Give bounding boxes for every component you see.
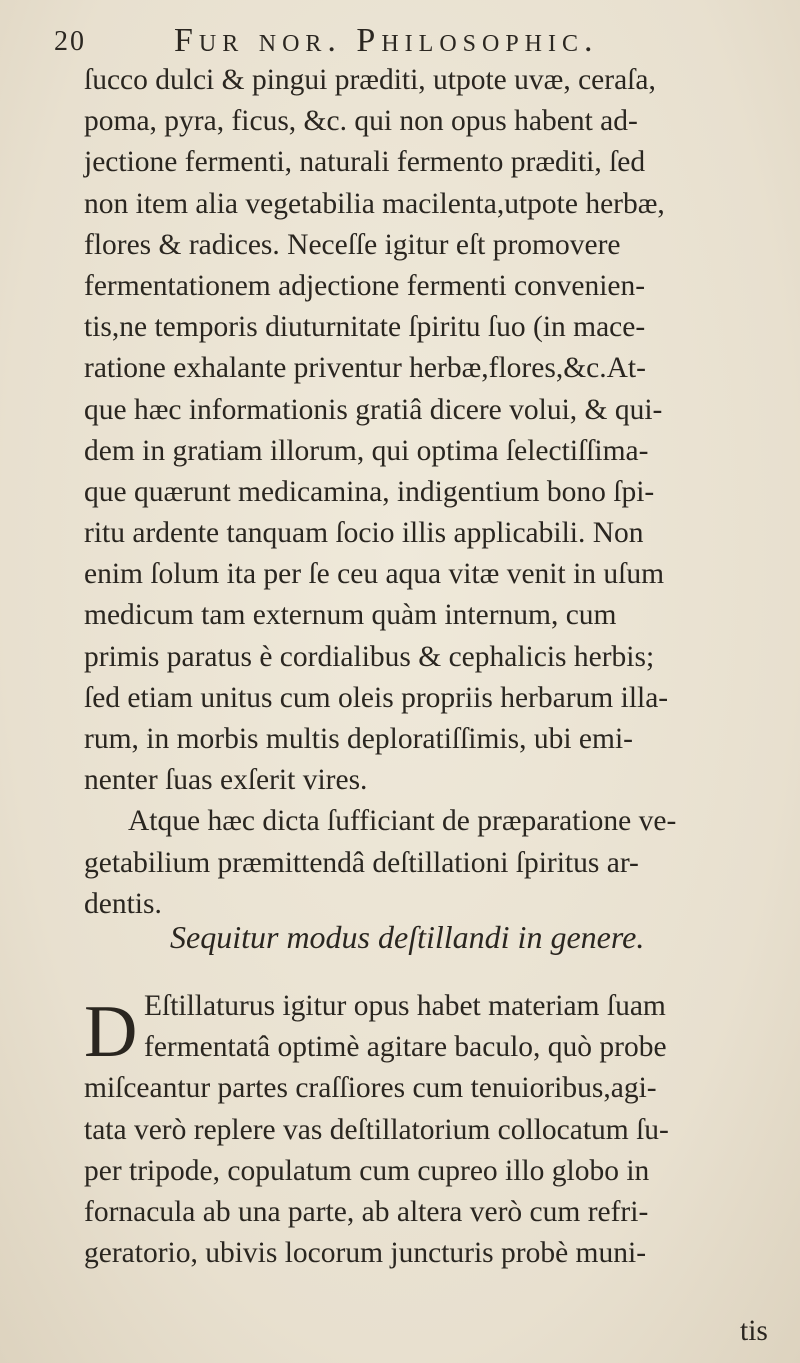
text-line: medicum tam externum quàm internum, cum <box>84 599 617 632</box>
text-line: primis paratus è cordialibus & cephalicis herbis; <box>84 640 655 673</box>
text-line: Eſtillaturus igitur opus habet materiam ſuam <box>144 990 666 1022</box>
text-line: non item alia vegetabilia macilenta,utpote herbæ, <box>84 187 665 220</box>
text-line: dem in gratiam illorum, qui optima ſelectiſſima- <box>84 434 649 467</box>
main-text <box>84 60 774 925</box>
catchword: tis <box>740 1315 768 1347</box>
text-line: que hæc informationis gratiâ dicere volui, & qui- <box>84 393 663 426</box>
text-line: per tripode, copulatum cum cupreo illo globo in <box>84 1154 650 1187</box>
text-line: miſceantur partes craſſiores cum tenuioribus,agi- <box>84 1072 657 1105</box>
section-text <box>84 986 784 1274</box>
text-line: fornacula ab una parte, ab altera verò cum refri- <box>84 1195 649 1228</box>
text-line: Atque hæc dicta ſufficiant de præparatione ve- <box>128 805 677 838</box>
running-title: Fur nor. Philosophic. <box>174 22 599 59</box>
text-line: tata verò replere vas deſtillatorium collocatum ſu- <box>84 1113 669 1146</box>
text-line: fermentatâ optimè agitare baculo, quò probe <box>144 1031 667 1064</box>
drop-cap: D <box>84 991 138 1073</box>
section-heading: Sequitur modus deſtillandi in genere. <box>170 919 645 955</box>
text-line: ratione exhalante priventur herbæ,flores,&c.At- <box>84 352 646 385</box>
text-line: dentis. <box>84 887 162 920</box>
text-line: jectione fermenti, naturali fermento præditi, ſed <box>84 146 646 179</box>
text-line: getabilium præmittendâ deſtillationi ſpiritus ar- <box>84 846 639 879</box>
text-line: rum, in morbis multis deploratiſſimis, ubi emi- <box>84 723 633 755</box>
text-line: que quærunt medicamina, indigentium bono ſpi- <box>84 475 655 508</box>
text-line: ſed etiam unitus cum oleis propriis herbarum illa- <box>84 681 669 714</box>
running-head <box>54 22 754 62</box>
page-number: 20 <box>54 26 86 57</box>
text-line: poma, pyra, ficus, &c. qui non opus habent ad- <box>84 105 638 138</box>
text-line: ritu ardente tanquam ſocio illis applicabili. Non <box>84 517 644 550</box>
text-line: flores & radices. Neceſſe igitur eſt promovere <box>84 228 621 261</box>
text-line: fermentationem adjectione fermenti convenien- <box>84 269 646 302</box>
text-line: tis,ne temporis diuturnitate ſpiritu ſuo (in mace- <box>84 311 646 344</box>
text-line: nenter ſuas exſerit vires. <box>84 764 368 797</box>
text-line: enim ſolum ita per ſe ceu aqua vitæ venit in uſum <box>84 558 665 591</box>
text-line: geratorio, ubivis locorum juncturis probè muni- <box>84 1237 647 1270</box>
text-line: ſucco dulci & pingui præditi, utpote uvæ, ceraſa, <box>84 64 656 96</box>
